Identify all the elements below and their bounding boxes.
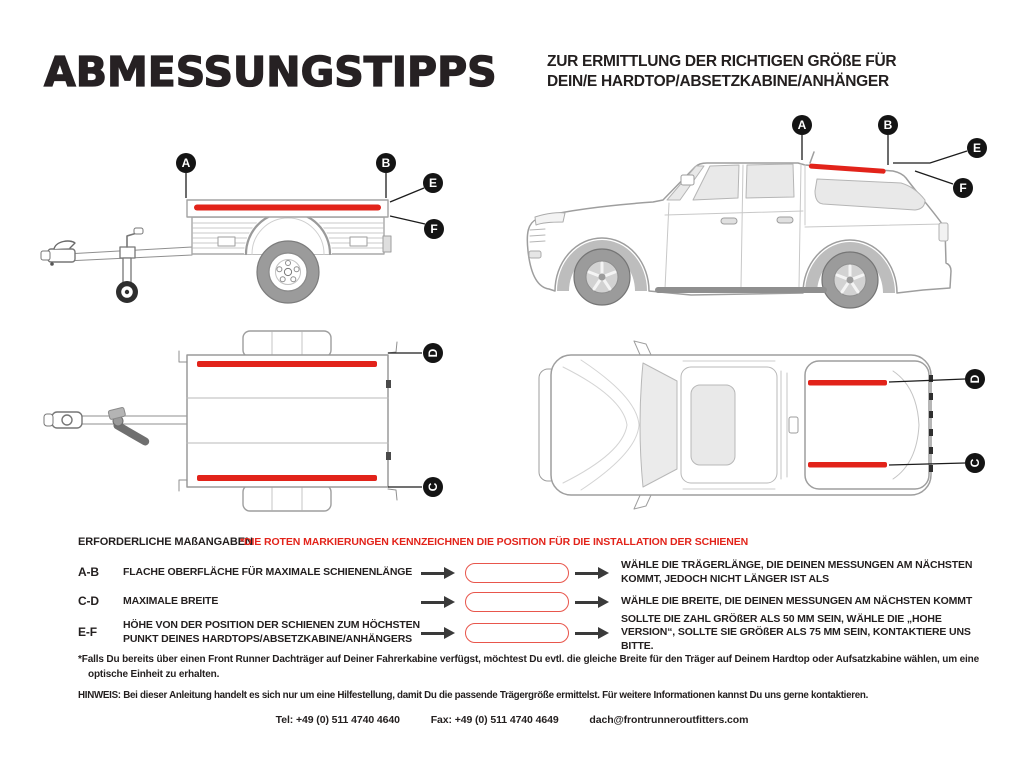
truck-side-view-diagram: [505, 103, 1010, 318]
svg-text:F: F: [959, 181, 967, 196]
measurement-description: FLACHE OBERFLÄCHE FÜR MAXIMALE SCHIENENLÄNGE: [123, 566, 413, 579]
marker-c: [965, 453, 985, 473]
hinweis-footnote: HINWEIS: Bei dieser Anleitung handelt es sich nur um eine Hilfestellung, damit Du die passende Trägergröße ermittelst. Für weitere Informationen kannst Du uns gerne kontaktieren.: [78, 690, 869, 701]
rail-marking-canopy-top-1: [808, 380, 887, 386]
measurement-entry-field: [465, 623, 569, 643]
measurement-key: E-F: [78, 625, 97, 640]
trailer-top-markers: [388, 343, 443, 497]
rail-marking-canopy-top-2: [808, 462, 887, 468]
right-arrow-icon: [575, 596, 609, 608]
contact-email: dach@frontrunneroutfitters.com: [589, 714, 749, 726]
marker-c: [423, 477, 443, 497]
asterisk-footnote: *Falls Du bereits über einen Front Runner Dachträger auf Deiner Fahrerkabine verfügst, möchtest Du evtl. die gleiche Breite für den Träger auf Deinem Hardtop oder Aufsatzkabine wählen, um eine optische Einheit zu erhalten.: [78, 654, 980, 680]
right-arrow-icon: [575, 627, 609, 639]
svg-text:C: C: [968, 458, 983, 468]
red-markings-note: *DIE ROTEN MARKIERUNGEN KENNZEICHNEN DIE POSITION FÜR DIE INSTALLATION DER SCHIENEN: [240, 536, 749, 548]
measurement-instruction: WÄHLE DIE BREITE, DIE DEINEN MESSUNGEN AM NÄCHSTEN KOMMT: [621, 595, 973, 608]
trailer-top-view-diagram: [20, 320, 460, 525]
page-subtitle: [547, 52, 896, 91]
measurement-instruction: WÄHLE DIE TRÄGERLÄNGE, DIE DEINEN MESSUNGEN AM NÄCHSTEN KOMMT, JEDOCH NICHT LÄNGER IST ALS: [621, 559, 973, 585]
measurement-instruction: SOLLTE DIE ZAHL GRÖßER ALS 50 MM SEIN, WÄHLE DIE „HOHE VERSION“, SOLLTE SIE GRÖßER ALS 75 MM SEIN, KONTAKTIERE UNS BITTE.: [621, 612, 971, 652]
contact-tel: Tel: +49 (0) 511 4740 4640: [275, 714, 400, 726]
marker-a: [176, 153, 196, 173]
trailer-side-drawing: [41, 200, 391, 303]
right-arrow-icon: [421, 567, 455, 579]
measurement-key: C-D: [78, 594, 99, 609]
marker-b: [376, 153, 396, 173]
marker-b: [878, 115, 898, 135]
marker-e: [423, 173, 443, 193]
contact-line: [0, 714, 1024, 726]
measurement-row-cd: [78, 590, 988, 614]
marker-f: [424, 219, 444, 239]
marker-f: [953, 178, 973, 198]
truck-top-view-diagram: [525, 325, 1005, 520]
measurement-key: A-B: [78, 565, 99, 580]
measurement-description: MAXIMALE BREITE: [123, 595, 219, 608]
measurement-entry-field: [465, 563, 569, 583]
measurement-row-ef: [78, 612, 988, 654]
subtitle-line-1: ZUR ERMITTLUNG DER RICHTIGEN GRÖßE FÜR: [547, 53, 897, 70]
right-arrow-icon: [421, 596, 455, 608]
marker-e: [967, 138, 987, 158]
measurement-description: HÖHE VON DER POSITION DER SCHIENEN ZUM HÖCHSTEN PUNKT DEINES HARDTOPS/ABSETZKABINE/ANHÄNGERS: [123, 619, 420, 645]
svg-text:D: D: [426, 348, 441, 358]
rail-marking-side: [194, 205, 381, 211]
svg-text:C: C: [426, 482, 441, 492]
marker-d: [965, 369, 985, 389]
measurements-heading: ERFORDERLICHE MAßANGABEN: [78, 536, 253, 548]
right-arrow-icon: [421, 627, 455, 639]
truck-side-drawing: [527, 152, 951, 308]
trailer-top-drawing: [44, 331, 397, 511]
svg-text:E: E: [972, 141, 982, 156]
svg-text:F: F: [430, 222, 438, 237]
subtitle-line-2: DEIN/E HARDTOP/ABSETZKABINE/ANHÄNGER: [547, 72, 889, 90]
right-arrow-icon: [575, 567, 609, 579]
measurement-row-ab: [78, 556, 988, 590]
svg-text:D: D: [968, 374, 983, 384]
measurement-entry-field: [465, 592, 569, 612]
svg-text:A: A: [797, 118, 807, 133]
contact-fax: Fax: +49 (0) 511 4740 4649: [430, 714, 559, 726]
page-title: ABMESSUNGSTIPPS: [44, 48, 497, 96]
svg-text:A: A: [181, 156, 191, 171]
marker-d: [423, 343, 443, 363]
svg-text:B: B: [381, 156, 391, 171]
marker-a: [792, 115, 812, 135]
rail-marking-top-1: [197, 361, 377, 367]
trailer-side-view-diagram: [20, 130, 490, 330]
svg-text:B: B: [883, 118, 893, 133]
truck-top-drawing: [539, 341, 933, 509]
rail-marking-top-2: [197, 475, 377, 481]
svg-text:E: E: [428, 176, 438, 191]
